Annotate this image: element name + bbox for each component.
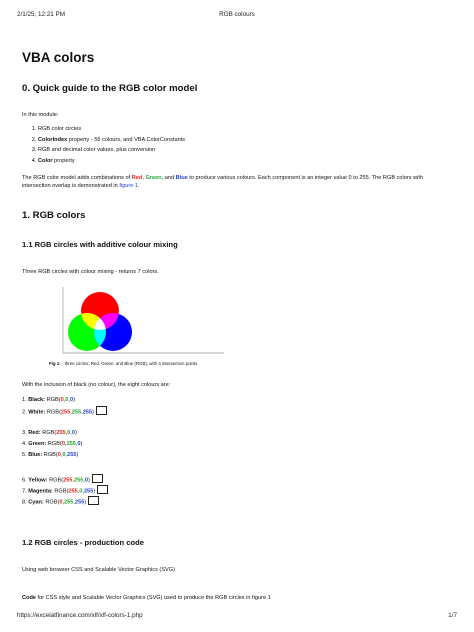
rgb-circles-figure: [39, 287, 229, 367]
cyan-swatch: [88, 496, 99, 505]
module-list-item: 4. Color property: [38, 156, 185, 167]
print-page-number: 1/7: [448, 612, 457, 619]
colour-list-group-2: [22, 428, 82, 462]
print-header: [17, 11, 457, 21]
page-title: VBA colors: [22, 50, 95, 65]
white-swatch: [96, 406, 107, 415]
production-code-intro: Using web browser CSS and Scalable Vector Graphics (SVG): [22, 567, 175, 573]
colour-list-item: 4. Green: RGB(0,255,0): [22, 441, 83, 448]
figure-1-caption: Fig 1: - three circles; Red, Green, and Blue (RGB), with 4 intersection points: [49, 361, 198, 366]
print-datetime: 2/1/25, 12:21 PM: [17, 11, 65, 18]
figure-1-link[interactable]: figure 1: [119, 182, 138, 189]
production-code-description: Code for CSS style and Scalable Vector Graphics (SVG) used to produce the RGB circles in figure 1: [22, 595, 271, 601]
colour-list-item: 2. White: RGB(255,255,255): [22, 406, 107, 417]
section-1-heading: 1. RGB colors: [22, 210, 86, 221]
module-list-item: 1. RGB color circles: [38, 124, 185, 135]
print-footer: [17, 612, 457, 622]
module-intro: In this module:: [22, 112, 59, 118]
rgb-intro-paragraph: The RGB color model adds combinations of Red, Green, and Blue to produce various colours. Each component is an integer value 0 to 255. The RGB colors with intersection overlap is demonstrated in figure 1.: [22, 175, 424, 189]
subsection-1-1-heading: 1.1 RGB circles with additive colour mixing: [22, 240, 178, 249]
figure-1: [39, 287, 229, 367]
colour-list-group-1: [22, 395, 107, 417]
colour-list-item: 6. Yellow: RGB(255,255,0): [22, 474, 108, 485]
section-0-heading: 0. Quick guide to the RGB color model: [22, 83, 198, 94]
yellow-swatch: [92, 474, 103, 483]
colour-list-item: 5. Blue: RGB(0,0,255): [22, 452, 79, 459]
module-list: [22, 124, 185, 166]
module-list-item: 2. ColorIndex property - 56 colours, and VBA ColorConstants: [38, 135, 185, 146]
rgb-circles-intro: Three RGB circles with colour mixing - returns 7 colors.: [22, 269, 159, 275]
module-list-item: 3. RGB and decimal color values, plus conversion: [38, 145, 185, 156]
colour-list-group-3: [22, 474, 108, 508]
print-url: https://excelatfinance.com/xlf/xlf-colors-1.php: [17, 612, 143, 619]
magenta-swatch: [97, 485, 108, 494]
print-page-title: RGB colours: [219, 11, 255, 18]
colour-list-item: 3. Red: RGB(255,0,0): [22, 430, 77, 436]
colour-list-item: 8. Cyan: RGB(0,255,255): [22, 496, 108, 507]
subsection-1-2-heading: 1.2 RGB circles - production code: [22, 538, 144, 547]
colour-list-item: 1. Black: RGB(0,0,0): [22, 397, 75, 403]
eight-colours-intro: With the inclusion of black (no colour), the eight colours are:: [22, 382, 171, 388]
colour-list-item: 7. Magenta: RGB(255,0,255): [22, 485, 108, 496]
